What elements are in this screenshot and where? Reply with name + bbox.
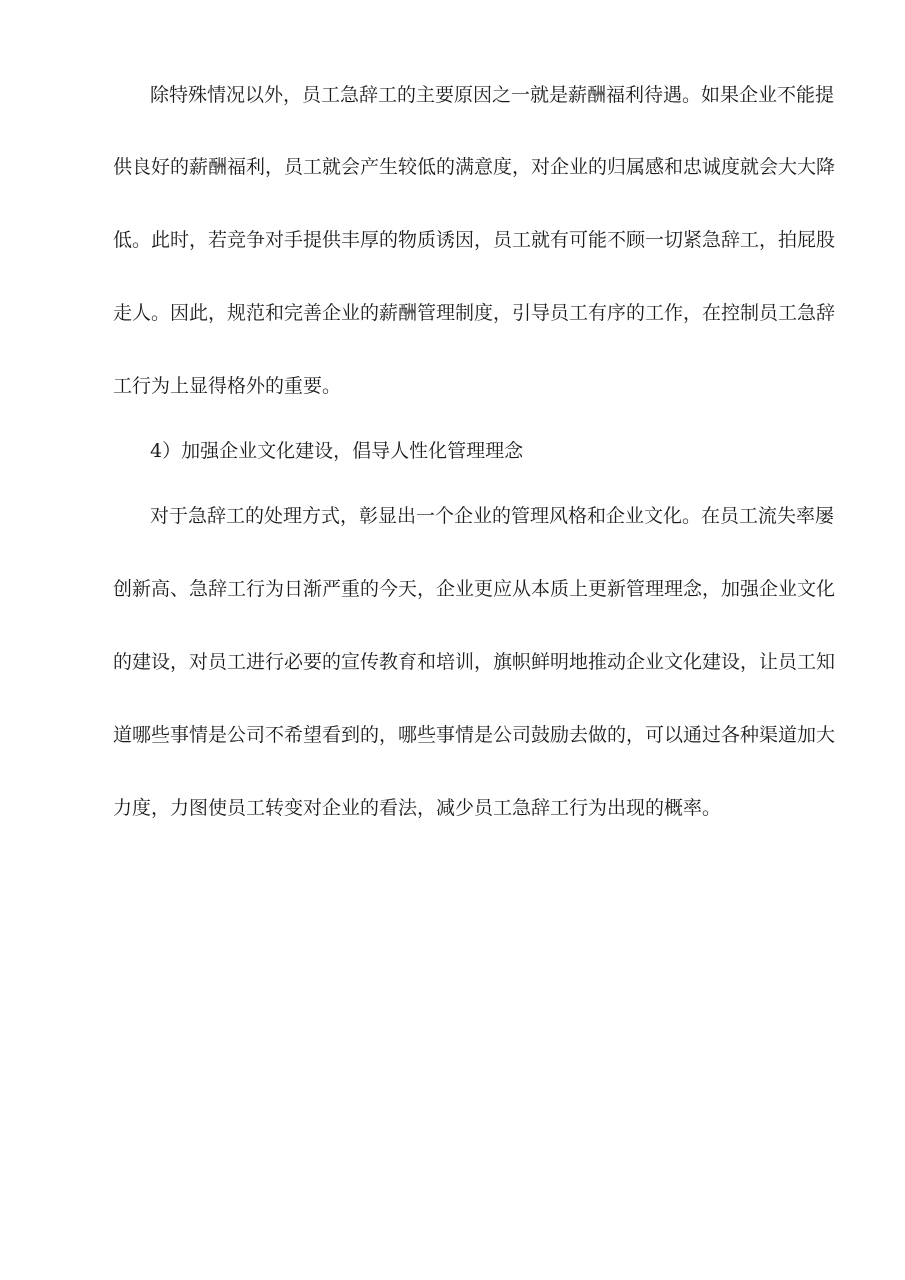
paragraph-2-line-2: 创新高、急辞工行为日渐严重的今天，企业更应从本质上更新管理理念，加强企业文化 xyxy=(113,578,836,600)
paragraph-1-line-2: 供良好的薪酬福利，员工就会产生较低的满意度，对企业的归属感和忠诚度就会大大降 xyxy=(113,156,836,178)
paragraph-2-line-4: 道哪些事情是公司不希望看到的，哪些事情是公司鼓励去做的，可以通过各种渠道加大 xyxy=(113,724,836,746)
paragraph-2-line-3: 的建设，对员工进行必要的宣传教育和培训，旗帜鲜明地推动企业文化建设，让员工知 xyxy=(113,651,836,673)
paragraph-1-line-4: 走人。因此，规范和完善企业的薪酬管理制度，引导员工有序的工作，在控制员工急辞 xyxy=(113,302,836,324)
paragraph-2-line-5: 力度，力图使员工转变对企业的看法，减少员工急辞工行为出现的概率。 xyxy=(113,797,722,819)
paragraph-1-line-3: 低。此时，若竞争对手提供丰厚的物质诱因，员工就有可能不顾一切紧急辞工，拍屁股 xyxy=(113,229,836,251)
section-heading-4: 4）加强企业文化建设，倡导人性化管理理念 xyxy=(150,440,524,462)
paragraph-2-line-1: 对于急辞工的处理方式，彰显出一个企业的管理风格和企业文化。在员工流失率屡 xyxy=(150,505,835,527)
paragraph-1-line-5: 工行为上显得格外的重要。 xyxy=(113,375,342,397)
paragraph-1-line-1: 除特殊情况以外，员工急辞工的主要原因之一就是薪酬福利待遇。如果企业不能提 xyxy=(150,84,835,106)
